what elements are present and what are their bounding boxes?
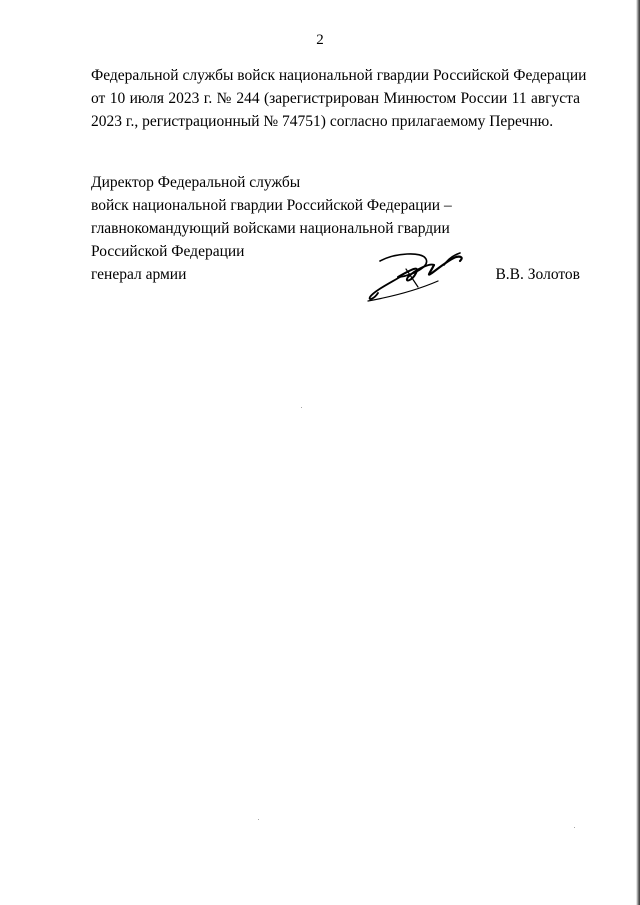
rank-and-name-row <box>91 263 580 286</box>
scan-speck <box>574 827 575 828</box>
signatory-title-line: Директор Федеральной службы <box>91 174 301 191</box>
handwritten-signature <box>360 247 470 305</box>
signatory-rank: генерал армии <box>91 266 187 283</box>
signature-block <box>91 171 580 286</box>
scan-speck <box>301 407 302 408</box>
signatory-title-line: главнокомандующий войсками национальной гвардии <box>91 220 450 237</box>
scan-edge <box>636 0 640 905</box>
signatory-title-line: Российской Федерации <box>91 243 245 260</box>
body-paragraph <box>91 64 587 133</box>
signatory-title-line: войск национальной гвардии Российской Федерации – <box>91 197 452 214</box>
body-line: Федеральной службы войск национальной гвардии Российской Федерации <box>91 67 587 84</box>
signatory-name: В.В. Золотов <box>495 266 580 283</box>
scan-speck <box>258 819 259 820</box>
body-line: 2023 г., регистрационный № 74751) согласно прилагаемому Перечню. <box>91 113 554 130</box>
page-number: 2 <box>316 32 324 48</box>
body-line: от 10 июля 2023 г. № 244 (зарегистрирован Минюстом России 11 августа <box>91 90 580 107</box>
